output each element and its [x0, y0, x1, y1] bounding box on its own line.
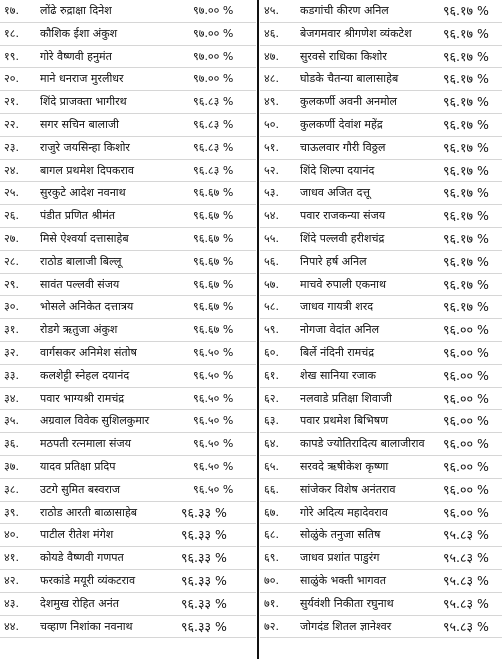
rank-number: ६५.	[264, 459, 279, 473]
student-name: पवार प्रथमेश बिभिषण	[300, 414, 389, 428]
student-name: यादव प्रतिक्षा प्रदिप	[40, 459, 116, 473]
rank-number: ४६.	[264, 26, 279, 40]
rank-number: ३८.	[4, 482, 19, 496]
rank-number: ३६.	[4, 437, 19, 451]
list-row	[0, 114, 256, 137]
percentage: ९६.१७ %	[443, 162, 489, 178]
percentage: ९६.३३ %	[181, 618, 227, 634]
list-row	[260, 616, 502, 639]
rank-number: ४३.	[4, 596, 19, 610]
rank-number: ४९.	[264, 95, 279, 109]
student-name: भोसले अनिकेत दत्तात्रय	[40, 300, 134, 314]
percentage: ९६.३३ %	[181, 595, 227, 611]
student-name: कडगांची कीरण अनिल	[300, 4, 389, 17]
percentage: ९६.१७ %	[443, 139, 489, 155]
rank-number: ४०.	[4, 528, 19, 542]
student-name: सरवदे ऋषीकेश कृष्णा	[300, 459, 389, 473]
list-row	[260, 0, 502, 23]
rank-number: १७.	[4, 4, 19, 17]
list-row	[0, 228, 256, 251]
student-name: निपारे हर्ष अनिल	[300, 254, 367, 268]
rank-number: ७१.	[264, 596, 279, 610]
rank-number: ५५.	[264, 231, 279, 245]
list-row	[260, 160, 502, 183]
percentage: ९७.०० %	[193, 49, 234, 63]
percentage: ९६.६७ %	[193, 300, 234, 314]
percentage: ९५.८३ %	[443, 550, 489, 566]
percentage: ९६.३३ %	[181, 550, 227, 566]
rank-number: ३५.	[4, 414, 19, 428]
rank-number: ७२.	[264, 619, 279, 633]
percentage: ९६.१७ %	[443, 185, 489, 201]
percentage: ९६.३३ %	[181, 504, 227, 520]
percentage: ९६.१७ %	[443, 208, 489, 224]
rank-number: २५.	[4, 186, 19, 200]
rank-number: ५९.	[264, 323, 279, 337]
list-row	[0, 570, 256, 593]
percentage: ९६.१७ %	[443, 276, 489, 292]
percentage: ९६.५० %	[193, 459, 234, 473]
student-name: जाधव प्रशांत पाडुरंग	[300, 551, 380, 565]
student-name: पंडीत प्रणित श्रीमंत	[40, 209, 116, 223]
percentage: ९६.०० %	[443, 481, 489, 497]
list-row	[260, 365, 502, 388]
percentage: ९६.१७ %	[443, 230, 489, 246]
rank-number: ४२.	[4, 573, 19, 587]
merit-list-left-column	[0, 0, 256, 638]
percentage: ९६.५० %	[193, 345, 234, 359]
student-name: कापडे ज्योतिरादित्य बालाजीराव	[300, 437, 425, 451]
rank-number: ५१.	[264, 140, 279, 154]
student-name: अग्रवाल विवेक सुशिलकुमार	[40, 414, 150, 428]
list-row	[0, 0, 256, 23]
percentage: ९६.१७ %	[443, 3, 489, 18]
student-name: कौशिक ईशा अंकुश	[40, 26, 118, 40]
list-row	[0, 160, 256, 183]
student-name: वार्गसकर अनिमेश संतोष	[40, 345, 137, 359]
percentage: ९६.०० %	[443, 436, 489, 452]
percentage: ९६.६७ %	[193, 254, 234, 268]
rank-number: २२.	[4, 117, 19, 131]
rank-number: ४८.	[264, 72, 279, 86]
list-row	[260, 296, 502, 319]
student-name: सांजेकर विशेष अनंतराव	[300, 482, 396, 496]
list-row	[0, 616, 256, 639]
percentage: ९६.०० %	[443, 458, 489, 474]
list-row	[260, 593, 502, 616]
student-name: राठोड आरती बाळासाहेब	[40, 505, 138, 519]
list-row	[0, 23, 256, 46]
list-row	[260, 524, 502, 547]
percentage: ९६.०० %	[443, 390, 489, 406]
student-name: नलवाडे प्रतिक्षा शिवाजी	[300, 391, 392, 405]
percentage: ९६.०० %	[443, 344, 489, 360]
rank-number: ४१.	[4, 551, 19, 565]
percentage: ९६.०० %	[443, 413, 489, 429]
student-name: चाऊलवार गौरी विठ्ठल	[300, 140, 386, 154]
percentage: ९६.५० %	[193, 414, 234, 428]
list-row	[260, 433, 502, 456]
list-row	[260, 46, 502, 69]
rank-number: ५४.	[264, 209, 279, 223]
rank-number: ६६.	[264, 482, 279, 496]
rank-number: १९.	[4, 49, 19, 63]
percentage: ९५.८३ %	[443, 572, 489, 588]
rank-number: ५७.	[264, 277, 279, 291]
percentage: ९६.८३ %	[193, 140, 234, 154]
rank-number: ५०.	[264, 117, 279, 131]
list-row	[0, 91, 256, 114]
rank-number: ६८.	[264, 528, 279, 542]
percentage: ९६.५० %	[193, 368, 234, 382]
list-row	[260, 251, 502, 274]
percentage: ९६.१७ %	[443, 253, 489, 269]
percentage: ९६.५० %	[193, 482, 234, 496]
student-name: पवार भाग्यश्री रामचंद्र	[40, 391, 125, 405]
list-row	[0, 342, 256, 365]
rank-number: २९.	[4, 277, 19, 291]
list-row	[260, 182, 502, 205]
student-name: सुरवसे राधिका किशोर	[300, 49, 387, 63]
student-name: बिर्ले नंदिनी रामचंद्र	[300, 345, 375, 359]
rank-number: ५८.	[264, 300, 279, 314]
list-row	[0, 524, 256, 547]
student-name: सोळुंके तनुजा सतिष	[300, 528, 381, 542]
rank-number: ६३.	[264, 414, 279, 428]
list-row	[260, 68, 502, 91]
rank-number: ५६.	[264, 254, 279, 268]
rank-number: ६२.	[264, 391, 279, 405]
rank-number: ३१.	[4, 323, 19, 337]
list-row	[0, 365, 256, 388]
rank-number: ३२.	[4, 345, 19, 359]
student-name: घोडके चैतन्या बालासाहेब	[300, 72, 399, 86]
rank-number: २७.	[4, 231, 19, 245]
student-name: कुलकर्णी देवांश महेंद्र	[300, 117, 383, 131]
list-row	[0, 388, 256, 411]
percentage: ९५.८३ %	[443, 527, 489, 543]
list-row	[0, 593, 256, 616]
student-name: साळुंके भक्ती भागवत	[300, 573, 386, 587]
student-name: जाधव अजित दत्तू	[300, 186, 371, 200]
rank-number: ६१.	[264, 368, 279, 382]
student-name: रोडगे ऋतुजा अंकुश	[40, 323, 118, 337]
student-name: शिंदे शिल्पा दयानंद	[300, 163, 375, 177]
percentage: ९५.८३ %	[443, 618, 489, 634]
student-name: चव्हाण निशांका नवनाथ	[40, 619, 133, 633]
rank-number: २०.	[4, 72, 19, 86]
rank-number: ३७.	[4, 459, 19, 473]
list-row	[260, 274, 502, 297]
list-row	[0, 296, 256, 319]
student-name: नोगजा वेदांत अनिल	[300, 323, 380, 337]
student-name: लोंढे रुद्राक्षा दिनेश	[40, 4, 112, 17]
student-name: कुलकर्णी अवनी अनमोल	[300, 95, 398, 109]
list-row	[0, 410, 256, 433]
percentage: ९६.१७ %	[443, 94, 489, 110]
student-name: कोयडे वैष्णवी गणपत	[40, 551, 124, 565]
rank-number: २६.	[4, 209, 19, 223]
rank-number: ३०.	[4, 300, 19, 314]
rank-number: ३९.	[4, 505, 19, 519]
student-name: शिंदे पल्लवी हरीशचंद्र	[300, 231, 385, 245]
list-row	[260, 137, 502, 160]
percentage: ९६.६७ %	[193, 209, 234, 223]
rank-number: ४५.	[264, 4, 279, 17]
list-row	[0, 502, 256, 525]
list-row	[260, 479, 502, 502]
list-row	[0, 205, 256, 228]
list-row	[260, 547, 502, 570]
rank-number: ६०.	[264, 345, 279, 359]
student-name: सुरकुटे आदेश नवनाथ	[40, 186, 126, 200]
rank-number: २१.	[4, 95, 19, 109]
percentage: ९६.०० %	[443, 367, 489, 383]
rank-number: १८.	[4, 26, 19, 40]
percentage: ९६.६७ %	[193, 231, 234, 245]
list-row	[0, 274, 256, 297]
student-name: गोरे अदित्य महादेवराव	[300, 505, 388, 519]
list-row	[260, 388, 502, 411]
list-row	[260, 114, 502, 137]
list-row	[0, 251, 256, 274]
rank-number: ५३.	[264, 186, 279, 200]
percentage: ९६.३३ %	[181, 527, 227, 543]
list-row	[260, 570, 502, 593]
rank-number: ६४.	[264, 437, 279, 451]
percentage: ९६.५० %	[193, 391, 234, 405]
list-row	[260, 205, 502, 228]
percentage: ९७.०० %	[193, 72, 234, 86]
list-row	[260, 91, 502, 114]
student-name: राजुरे जयसिन्हा किशोर	[40, 140, 130, 154]
percentage: ९७.०० %	[193, 4, 234, 17]
student-name: पाटील रीतेश मंगेश	[40, 528, 114, 542]
student-name: बागल प्रथमेश दिपकराव	[40, 163, 134, 177]
rank-number: ३४.	[4, 391, 19, 405]
list-row	[260, 410, 502, 433]
list-row	[0, 547, 256, 570]
student-name: शिंदे प्राजक्ता भागीरथ	[40, 95, 127, 109]
list-row	[0, 68, 256, 91]
percentage: ९६.०० %	[443, 504, 489, 520]
percentage: ९६.०० %	[443, 322, 489, 338]
student-name: माचवे रुपाली एकनाथ	[300, 277, 387, 291]
rank-number: ५२.	[264, 163, 279, 177]
percentage: ९६.६७ %	[193, 277, 234, 291]
percentage: ९६.८३ %	[193, 117, 234, 131]
percentage: ९६.१७ %	[443, 116, 489, 132]
percentage: ९६.३३ %	[181, 572, 227, 588]
student-name: जोगदंड शितल ज्ञानेश्वर	[300, 619, 392, 633]
student-name: देशमुख रोहित अनंत	[40, 596, 119, 610]
student-name: सुर्यवंशी निकीता रघुनाथ	[300, 596, 394, 610]
percentage: ९६.८३ %	[193, 95, 234, 109]
list-row	[0, 433, 256, 456]
rank-number: २३.	[4, 140, 19, 154]
list-row	[0, 456, 256, 479]
list-row	[0, 137, 256, 160]
rank-number: ३३.	[4, 368, 19, 382]
percentage: ९७.०० %	[193, 26, 234, 40]
list-row	[0, 479, 256, 502]
rank-number: २४.	[4, 163, 19, 177]
percentage: ९६.१७ %	[443, 25, 489, 41]
percentage: ९६.१७ %	[443, 71, 489, 87]
percentage: ९५.८३ %	[443, 595, 489, 611]
list-row	[260, 456, 502, 479]
percentage: ९६.८३ %	[193, 163, 234, 177]
student-name: राठोड बालाजी बिल्लू	[40, 254, 122, 268]
percentage: ९६.६७ %	[193, 186, 234, 200]
student-name: शेख सानिया रजाक	[300, 368, 376, 382]
student-name: जाधव गायत्री शरद	[300, 300, 374, 314]
student-name: मिसे ऐश्वर्या दत्तासाहेब	[40, 231, 129, 245]
percentage: ९६.१७ %	[443, 299, 489, 315]
student-name: मठपती रत्नमाला संजय	[40, 437, 132, 451]
student-name: माने धनराज मुरलीधर	[40, 72, 124, 86]
list-row	[260, 319, 502, 342]
student-name: सावंत पल्लवी संजय	[40, 277, 120, 291]
list-row	[260, 228, 502, 251]
rank-number: ६९.	[264, 551, 279, 565]
student-name: उटगे सुमित बस्वराज	[40, 482, 121, 496]
list-row	[260, 23, 502, 46]
student-name: गोरे वैष्णवी हनुमंत	[40, 49, 112, 63]
student-name: सगर सचिन बालाजी	[40, 117, 119, 131]
rank-number: ४४.	[4, 619, 19, 633]
rank-number: ६७.	[264, 505, 279, 519]
list-row	[0, 182, 256, 205]
merit-list-right-column	[260, 0, 502, 638]
student-name: पवार राजकन्या संजय	[300, 209, 386, 223]
percentage: ९६.१७ %	[443, 48, 489, 64]
student-name: बेजगमवार श्रीगणेश व्यंकटेश	[300, 26, 412, 40]
percentage: ९६.५० %	[193, 437, 234, 451]
rank-number: ४७.	[264, 49, 279, 63]
rank-number: २८.	[4, 254, 19, 268]
percentage: ९६.६७ %	[193, 323, 234, 337]
list-row	[0, 319, 256, 342]
list-row	[260, 342, 502, 365]
student-name: कलशेट्टी स्नेहल दयानंद	[40, 368, 130, 382]
column-divider	[257, 0, 259, 659]
student-name: फरकांडे मयूरी व्यंकटराव	[40, 573, 136, 587]
list-row	[0, 46, 256, 69]
list-row	[260, 502, 502, 525]
rank-number: ७०.	[264, 573, 279, 587]
